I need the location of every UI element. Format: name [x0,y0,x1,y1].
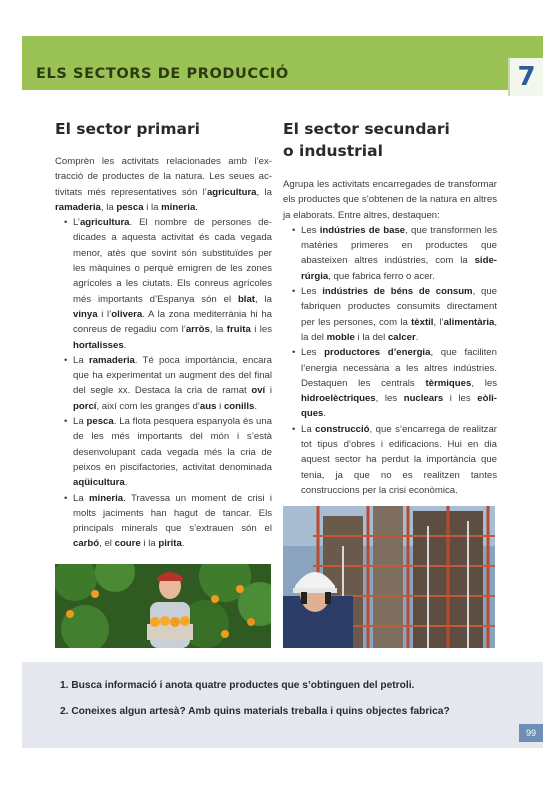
bold-term: blat [237,293,255,305]
bold-term: ramaderia [55,201,101,213]
activity-questions [22,662,543,748]
list-item-mining: • La mineria. Travessa un moment de crisi i molts jaciments han hagut de tancar. Els principals minerals que s’extrauen són el carbó, el coure i la pirita. [65,491,272,552]
bold-term: conills [223,400,255,412]
bold-term: moble [326,331,355,343]
list-item-agriculture: • L’agricultura. El nombre de persones dedicades a aquesta activitat és cada vegada menor, atès que sovint són substituïdes per les màquines o perquè emigren de les zones agrícoles a les ciutats. Els conreus agrícoles més importants d’Espanya són el blat, la vinya i l’olivera. A la zona mediterrània hi ha conreus de regadiu com l’arròs, la fruita i les hortalisses. [65,215,272,353]
bold-term: mineria [161,201,196,213]
secondary-sector-heading [283,118,523,162]
photo-fruit-harvest [55,564,271,648]
list-item-consumer-goods: • Les indústries de béns de consum, que fabriquen productes consumits directament per les persones, com la tèxtil, l’alimentària, la del moble i la del calcer. [293,284,497,345]
bold-term: calcer [387,331,416,343]
bold-term: fruita [226,324,251,336]
list-item-livestock: • La ramaderia. Té poca importància, encara que ha experimentat un augment des del final del segle xx. Destaca la cria de ramat oví i porcí, així com les granges d’aus i conills. [65,353,272,414]
bold-term: hortalisses [73,339,124,351]
page-number: 99 [519,724,543,742]
bold-term: ramaderia [88,354,135,366]
list-item-construction: • La construcció, que s’encarrega de realitzar tot tipus d’obres i edificacions. Hui en dia aquest sector ha perdut la importància que tenia, ja que no es realitzen tantes construccions per la crisi econòmica. [293,422,497,498]
secondary-heading-line1: El sector secundari [283,120,450,138]
list-item-base-industries: • Les indústries de base, que transformen les matèries primeres en productes que abasteixen altres indústries, com la siderúrgia, que fabrica ferro o acer. [293,223,497,284]
question-2: 2. Coneixes algun artesà? Amb quins materials treballa i quins objectes fabrica? [60,706,450,717]
bold-term: pirita [158,538,182,550]
bold-term: aqüicultura [73,477,125,489]
secondary-sector-intro: Agrupa les activitats encarregades de transformar els productes que s’obtenen de la natura en altres ja elaborats. Entre altres, destaquen: [283,179,497,221]
secondary-sector-text [283,177,497,498]
fruit-harvest-illustration [55,564,271,648]
bold-term: vinya [73,308,98,320]
bold-term: coure [114,538,141,550]
bold-term: indústries de base [319,224,406,236]
bold-term: oví [251,385,266,397]
bold-term: arròs [185,324,210,336]
bold-term: eòliques [301,393,497,420]
list-item-fishing: • La pesca. La flota pesquera espanyola és una de les més importants del món i s’està desenvolupant cada vegada més la cria de peixos en piscifactories, activitat denominada aqüicultura. [65,414,272,490]
bold-term: hidroelèctriques [301,393,376,405]
secondary-sector-list [283,223,497,498]
primary-sector-intro: Comprèn les activitats relacionades amb l’extracció de productes de la natura. Les seues activitats més representatives són l’agricultura, la ramaderia, la pesca i la mineria. [55,156,272,213]
bold-term: siderúrgia [301,255,497,282]
chapter-number-badge: 7 [508,58,543,96]
bold-term: indústries de béns de consum [322,286,473,298]
bold-term: aus [199,400,217,412]
bold-term: tèxtil [411,316,434,328]
list-item-energy: • Les productores d’energia, que faciliten l’energia necessària a les altres indústries. Destaquen les centrals tèrmiques, les hidroelèctriques, les nuclears i les eòliques. [293,345,497,421]
primary-sector-list [55,215,272,552]
bold-term: mineria [89,492,124,504]
bold-term: alimentària [443,316,495,328]
section-title: ELS SECTORS DE PRODUCCIÓ [36,66,289,82]
photo-industrial-worker [283,506,495,648]
bold-term: construcció [315,423,370,435]
primary-sector-heading: El sector primari [55,120,200,138]
bold-term: olivera [111,308,143,320]
bold-term: nuclears [403,393,444,405]
bold-term: pesca [116,201,144,213]
question-1: 1. Busca informació i anota quatre productes que s’obtinguen del petroli. [60,680,415,691]
bold-term: productores d’energia [324,347,431,359]
secondary-heading-line2: o industrial [283,142,383,160]
textbook-page [22,36,543,748]
bold-term: agricultura [79,217,130,229]
section-header [22,36,543,90]
bold-term: porcí [73,400,97,412]
industrial-plant-illustration [283,506,495,648]
bold-term: agricultura [206,186,257,198]
primary-sector-text [55,154,272,552]
bold-term: pesca [86,416,114,428]
bold-term: tèrmiques [425,377,472,389]
bold-term: carbó [73,538,100,550]
